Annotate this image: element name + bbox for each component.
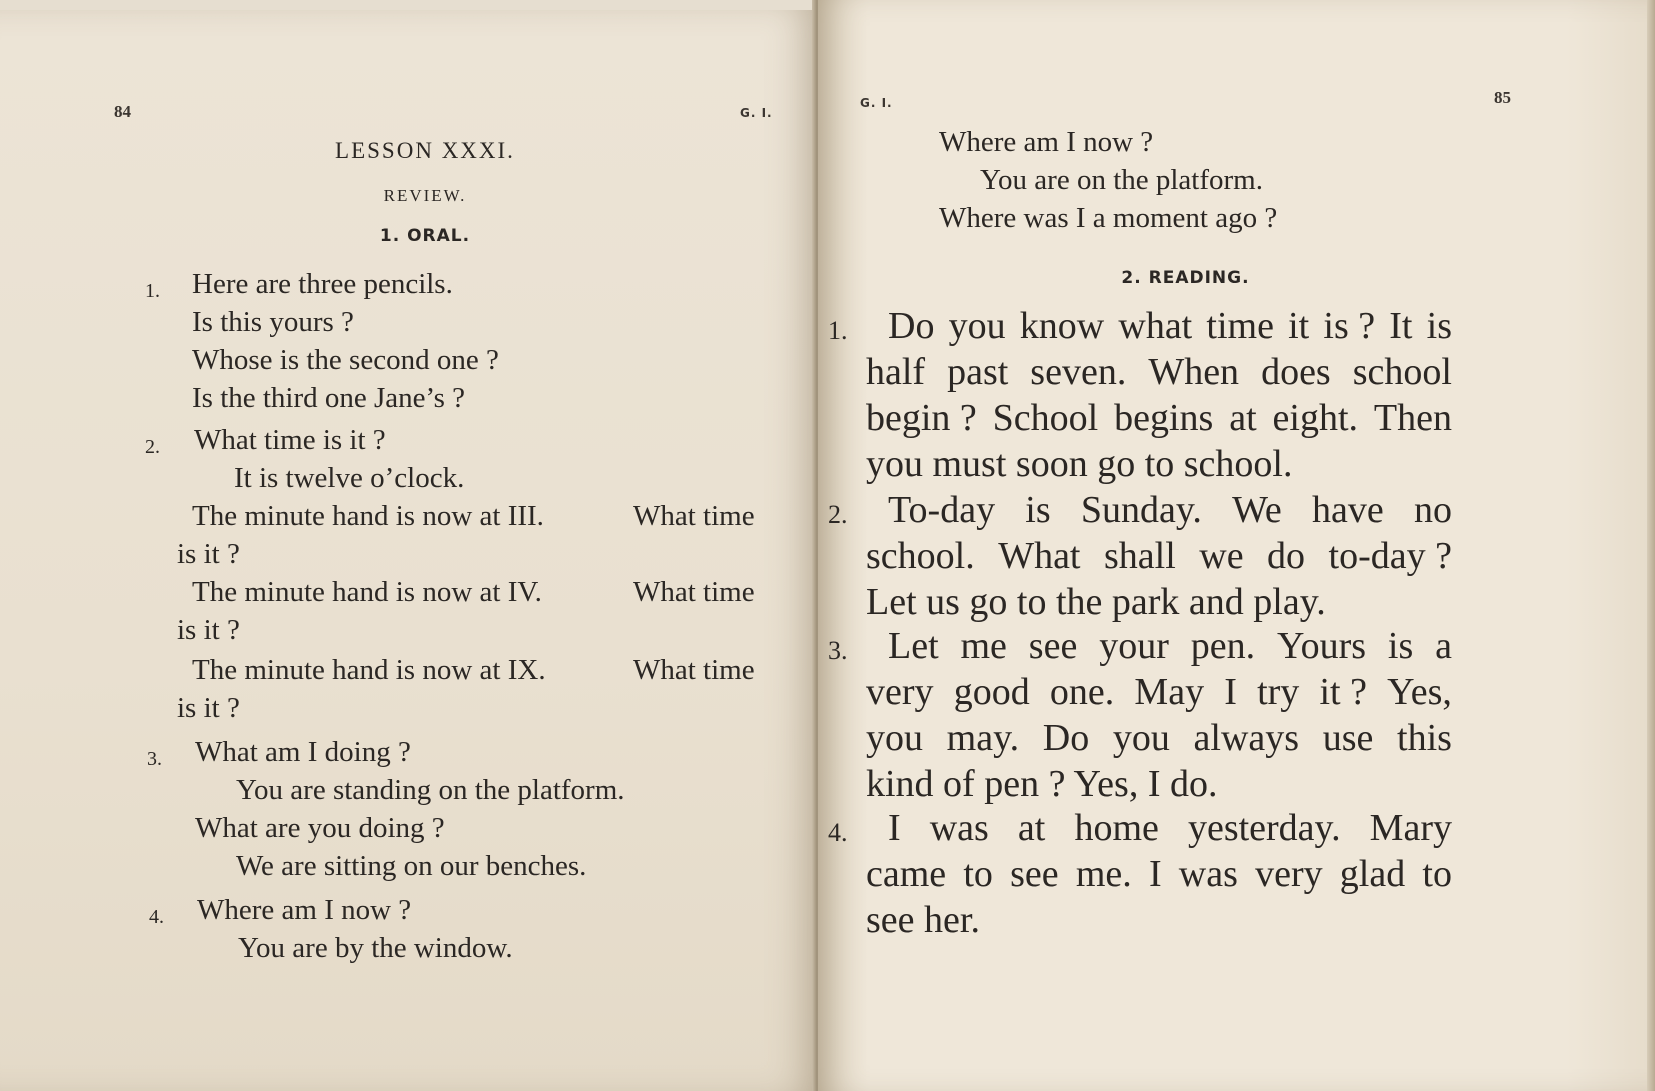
top-line: You are on the platform. xyxy=(980,164,1263,196)
reading-word: time xyxy=(1206,305,1274,347)
oral-line: Here are three pencils. xyxy=(192,268,453,300)
section-heading-oral: 1. ORAL. xyxy=(379,226,471,246)
reading-word: Let xyxy=(888,625,939,667)
reading-word: very xyxy=(1255,853,1323,895)
reading-word: does xyxy=(1261,351,1331,393)
reading-word: Do xyxy=(1042,717,1090,759)
oral-line: The minute hand is now at IX. xyxy=(192,654,546,686)
reading-word: is xyxy=(1387,625,1414,667)
reading-line xyxy=(866,670,1452,714)
oral-line: Is this yours ? xyxy=(192,306,354,338)
oral-line: The minute hand is now at IV. xyxy=(192,576,542,608)
oral-line: You are standing on the platform. xyxy=(236,774,625,806)
reading-word: home xyxy=(1074,807,1159,849)
reading-word: it xyxy=(1288,305,1310,347)
reading-line xyxy=(888,806,1452,850)
reading-word: always xyxy=(1193,717,1300,759)
reading-word: past xyxy=(947,351,1009,393)
section-heading-reading: 2. READING. xyxy=(1121,268,1250,288)
reading-word: kind of pen ? Yes, I do. xyxy=(866,763,1218,805)
reading-word: May xyxy=(1134,671,1205,713)
reading-word: good xyxy=(953,671,1030,713)
oral-line: It is twelve o’clock. xyxy=(234,462,465,494)
reading-word: know xyxy=(1019,305,1105,347)
reading-word: is xyxy=(1025,489,1051,531)
paragraph-number: 3. xyxy=(828,636,848,665)
reading-line xyxy=(866,716,1452,760)
reading-word: was xyxy=(1178,853,1238,895)
reading-word: I xyxy=(1148,853,1162,895)
reading-word: you must soon go to school. xyxy=(866,443,1293,485)
oral-line: We are sitting on our benches. xyxy=(236,850,587,882)
reading-word: try xyxy=(1257,671,1300,713)
reading-line xyxy=(888,304,1452,348)
oral-line: is it ? xyxy=(177,692,240,724)
oral-line: is it ? xyxy=(177,538,240,570)
top-line: Where am I now ? xyxy=(939,126,1154,158)
reading-word: pen. xyxy=(1190,625,1256,667)
item-number: 3. xyxy=(147,748,162,770)
reading-word: we xyxy=(1199,535,1244,577)
item-number: 1. xyxy=(145,280,160,302)
oral-line: The minute hand is now at III. xyxy=(192,500,544,532)
reading-word: half xyxy=(866,351,926,393)
reading-word: Sunday. xyxy=(1080,489,1202,531)
item-number: 2. xyxy=(145,436,160,458)
reading-word: it ? xyxy=(1319,671,1367,713)
oral-line: You are by the window. xyxy=(238,932,513,964)
reading-word: When xyxy=(1148,351,1240,393)
reading-word: you xyxy=(866,717,923,759)
reading-word: one. xyxy=(1049,671,1115,713)
reading-word: me xyxy=(960,625,1007,667)
reading-word: Let us go to the park and play. xyxy=(866,581,1326,623)
reading-word: Yours xyxy=(1276,625,1367,667)
reading-word: was xyxy=(929,807,989,849)
reading-line xyxy=(866,442,1292,486)
reading-word: begins xyxy=(1114,397,1214,439)
page-number-left: 84 xyxy=(114,102,131,121)
reading-word: see her. xyxy=(866,899,980,941)
reading-word: Yes, xyxy=(1387,671,1452,713)
page-number-right: 85 xyxy=(1494,88,1511,107)
reading-line xyxy=(866,898,980,942)
reading-word: We xyxy=(1232,489,1282,531)
reading-word: to xyxy=(963,853,993,895)
reading-word: see xyxy=(1010,853,1059,895)
reading-word: What xyxy=(998,535,1081,577)
reading-word: glad xyxy=(1339,853,1406,895)
oral-line: Is the third one Jane’s ? xyxy=(192,382,466,414)
oral-line: What time xyxy=(633,576,755,608)
reading-word: at xyxy=(1229,397,1257,439)
reading-word: you xyxy=(948,305,1006,347)
oral-line: What are you doing ? xyxy=(195,812,445,844)
reading-word: school xyxy=(1352,351,1452,393)
lesson-title: LESSON XXXI. xyxy=(335,138,515,163)
reading-line xyxy=(888,624,1452,668)
oral-line: What time xyxy=(633,500,755,532)
reading-line xyxy=(888,488,1452,532)
item-number: 4. xyxy=(149,906,164,928)
reading-word: a xyxy=(1435,625,1452,667)
reading-word: I xyxy=(888,807,901,849)
reading-line xyxy=(866,852,1452,896)
reading-word: is ? xyxy=(1323,305,1376,347)
reading-word: your xyxy=(1099,625,1169,667)
reading-word: Do xyxy=(888,305,935,347)
oral-line: Whose is the second one ? xyxy=(192,344,499,376)
reading-word: you xyxy=(1112,717,1170,759)
reading-word: school. xyxy=(866,535,975,577)
running-head-left: G. I. xyxy=(740,106,773,120)
reading-word: I xyxy=(1224,671,1237,713)
reading-word: what xyxy=(1118,305,1193,347)
reading-word: at xyxy=(1017,807,1046,849)
reading-word: use xyxy=(1322,717,1374,759)
reading-word: To-day xyxy=(888,489,996,531)
reading-word: shall xyxy=(1103,535,1176,577)
reading-word: School xyxy=(992,397,1099,439)
reading-word: see xyxy=(1028,625,1078,667)
reading-line xyxy=(866,580,1326,624)
right-page xyxy=(818,0,1650,1091)
reading-word: may. xyxy=(946,717,1020,759)
reading-word: to-day ? xyxy=(1328,535,1452,577)
reading-word: came xyxy=(866,853,947,895)
reading-word: yesterday. xyxy=(1187,807,1341,849)
reading-word: It xyxy=(1389,305,1413,347)
oral-line: is it ? xyxy=(177,614,240,646)
reading-word: eight. xyxy=(1272,397,1358,439)
reading-word: Mary xyxy=(1369,807,1452,849)
paragraph-number: 1. xyxy=(828,316,848,345)
reading-word: very xyxy=(866,671,934,713)
reading-word: no xyxy=(1413,489,1452,531)
oral-line: What time xyxy=(633,654,755,686)
paragraph-number: 4. xyxy=(828,818,848,847)
reading-line xyxy=(866,396,1452,440)
running-head-right: G. I. xyxy=(860,96,893,110)
reading-word: begin ? xyxy=(866,397,977,439)
reading-word: me. xyxy=(1075,853,1132,895)
reading-word: do xyxy=(1267,535,1306,577)
reading-line xyxy=(866,350,1452,394)
reading-word: have xyxy=(1312,489,1384,531)
paragraph-number: 2. xyxy=(828,500,848,529)
review-subtitle: REVIEW. xyxy=(383,186,467,205)
reading-line xyxy=(866,762,1217,806)
top-line: Where was I a moment ago ? xyxy=(939,202,1278,234)
reading-line xyxy=(866,534,1452,578)
oral-line: Where am I now ? xyxy=(197,894,412,926)
oral-line: What time is it ? xyxy=(194,424,386,456)
reading-word: to xyxy=(1422,853,1452,895)
reading-word: Then xyxy=(1373,397,1452,439)
reading-word: this xyxy=(1397,717,1452,759)
reading-word: seven. xyxy=(1030,351,1127,393)
oral-line: What am I doing ? xyxy=(195,736,411,768)
left-page xyxy=(0,10,818,1091)
page-edge xyxy=(1647,0,1655,1091)
reading-word: is xyxy=(1426,305,1452,347)
